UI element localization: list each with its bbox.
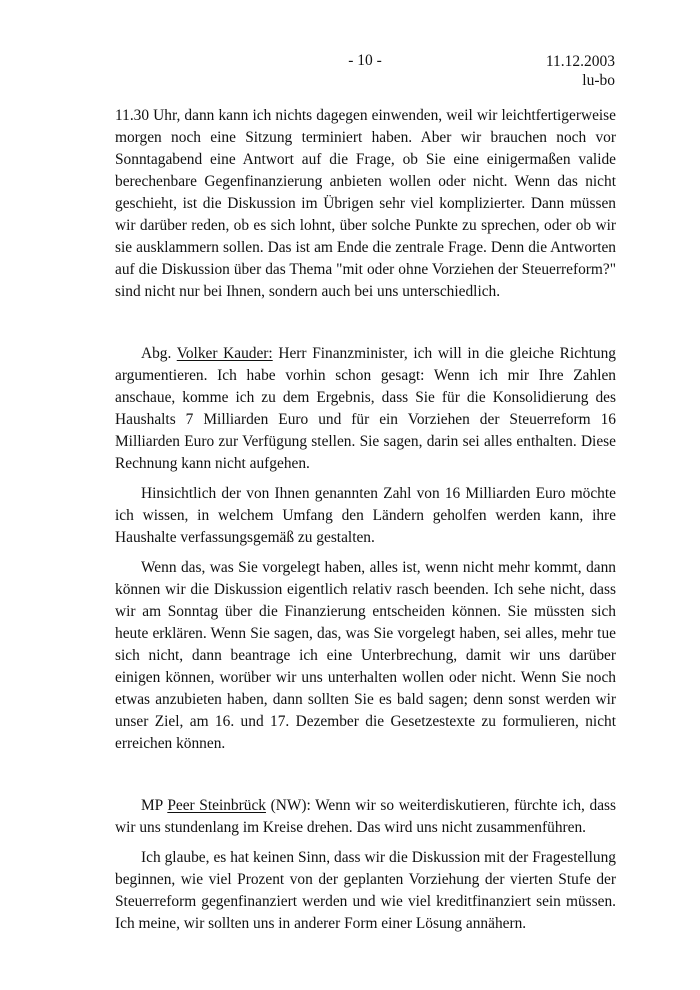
speaker-name-kauder: Volker Kauder: bbox=[176, 345, 273, 362]
paragraph-kauder-conclusion: Wenn das, was Sie vorgelegt haben, alles ist, wenn nicht mehr kommt, dann können wir die Diskussion eigentlich relativ rasch beenden. Ich sehe nicht, dass wir am Sonntag über die Finanzierung entscheiden können. Sie müssten sich heute erklären. Wenn Sie sagen, das, was Sie vorgelegt haben, sei alles, mehr tue sich nicht, dann beantrage ich eine Unterbrechung, damit wir uns darüber einigen können, worüber wir uns unterhalten wollen oder nicht. Wenn Sie noch etwas anzubieten haben, dann sollten Sie es bald sagen; denn sonst werden wir unser Ziel, am 16. und 17. Dezember die Gesetzestexte zu formulieren, nicht erreichen können. bbox=[115, 559, 616, 752]
document-date: 11.12.2003 bbox=[545, 53, 615, 70]
paragraph-kauder-question: Hinsichtlich der von Ihnen genannten Zahl von 16 Milliarden Euro möchte ich wissen, in welchem Umfang den Ländern geholfen werden kann, ihre Haushalte verfassungsgemäß zu gestalten. bbox=[115, 485, 616, 546]
speaker-title: Abg. bbox=[141, 345, 177, 362]
document-body bbox=[115, 105, 616, 935]
paragraph-kauder-statement bbox=[115, 343, 616, 475]
paragraph-steinbrueck-statement bbox=[115, 795, 616, 839]
page-number: - 10 - bbox=[348, 52, 382, 69]
header-meta bbox=[546, 52, 615, 90]
document-code: lu-bo bbox=[582, 72, 615, 89]
speaker-name-steinbrueck: Peer Steinbrück bbox=[167, 797, 266, 814]
page-header bbox=[115, 52, 615, 92]
statement-text: Herr Finanzminister, ich will in die gleiche Richtung argumentieren. Ich habe vorhin schon gesagt: Wenn ich mir Ihre Zahlen anschaue, komme ich zu dem Ergebnis, dass Sie für die Konsolidierung des Haushalts 7 Milliarden Euro und für ein Vorziehen der Steuerreform 16 Milliarden Euro zur Verfügung stellen. Sie sagen, darin sei alles enthalten. Diese Rechnung kann nicht aufgehen. bbox=[115, 345, 616, 472]
speaker-title: MP bbox=[141, 797, 168, 814]
statement-text: (NW): Wenn wir so weiterdiskutieren, fürchte ich, dass wir uns stundenlang im Kreise drehen. Das wird uns nicht zusammenführen. bbox=[115, 797, 617, 836]
paragraph-continuation: 11.30 Uhr, dann kann ich nichts dagegen einwenden, weil wir leichtfertigerweise morgen noch eine Sitzung terminiert haben. Aber wir brauchen noch vor Sonntagabend eine Antwort auf die Frage, ob Sie eine einigermaßen valide berechenbare Gegenfinanzierung anbieten wollen oder nicht. Wenn das nicht geschieht, ist die Diskussion im Übrigen sehr viel komplizierter. Dann müssen wir darüber reden, ob es sich lohnt, über solche Punkte zu sprechen, oder ob wir sie ausklammern sollen. Das ist am Ende die zentrale Frage. Denn die Antworten auf die Diskussion über das Thema "mit oder ohne Vorziehen der Steuerreform?" sind nicht nur bei Ihnen, sondern auch bei uns unterschiedlich. bbox=[115, 107, 616, 300]
paragraph-steinbrueck-proposal: Ich glaube, es hat keinen Sinn, dass wir die Diskussion mit der Fragestellung beginnen, wie viel Prozent von der geplanten Vorziehung der vierten Stufe der Steuerreform gegenfinanziert werden und wie viel kreditfinanziert sein müssen. Ich meine, wir sollten uns in anderer Form einer Lösung annähern. bbox=[115, 849, 616, 932]
